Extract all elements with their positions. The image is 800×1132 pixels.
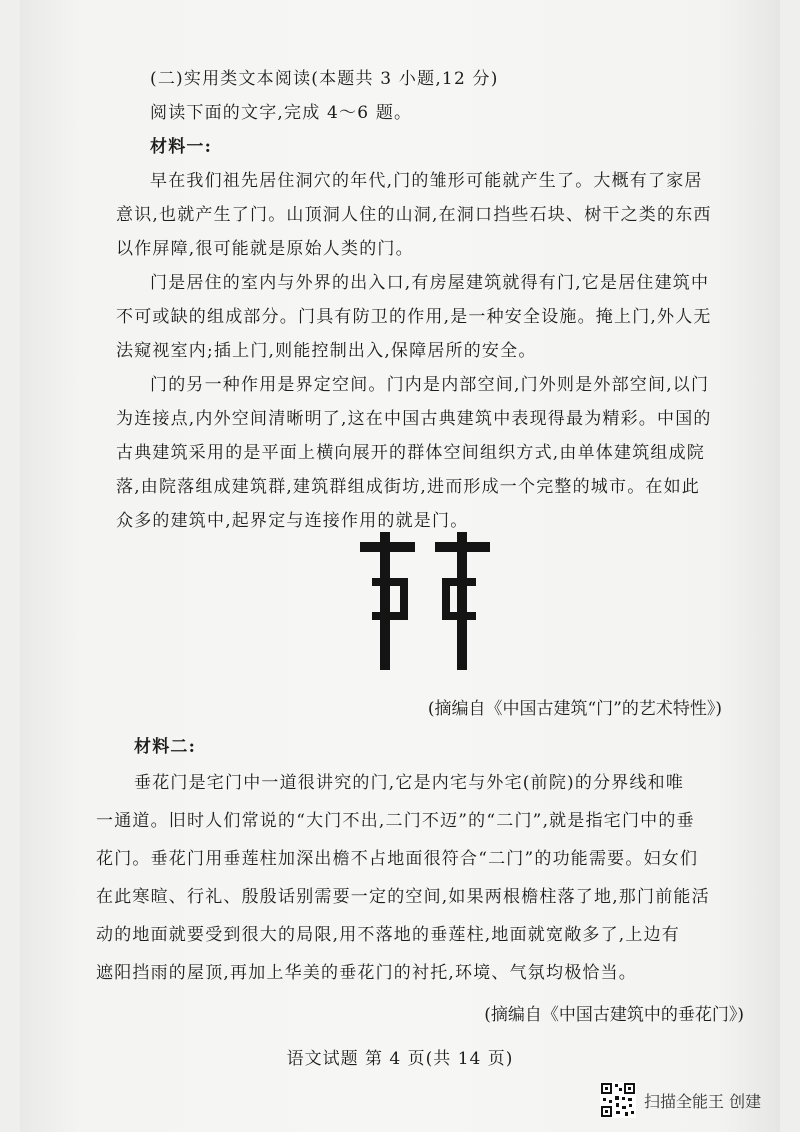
material2-heading: 材料二:: [134, 737, 197, 757]
page-footer: 语文试题 第 4 页(共 14 页): [286, 1049, 514, 1069]
material2-line: 动的地面就要受到很大的局限,用不落地的垂莲柱,地面就宽敞多了,上边有: [96, 925, 681, 945]
material1-line: 以作屏障,很可能就是原始人类的门。: [116, 239, 414, 259]
material2-line: 遮阳挡雨的屋顶,再加上华美的垂花门的衬托,环境、气氛均极恰当。: [96, 963, 638, 983]
material1-line: 众多的建筑中,起界定与连接作用的就是门。: [116, 511, 469, 531]
material2-line: 花门。垂花门用垂莲柱加深出檐不占地面很符合“二门”的功能需要。妇女们: [96, 849, 699, 869]
material1-line: 门的另一种作用是界定空间。门内是内部空间,门外则是外部空间,以门: [150, 375, 710, 395]
section-instruction: 阅读下面的文字,完成 4～6 题。: [150, 103, 413, 123]
ancient-door-glyph-icon: [360, 532, 490, 672]
material1-line: 意识,也就产生了门。山顶洞人住的山洞,在洞口挡些石块、树干之类的东西: [116, 205, 712, 225]
material1-heading: 材料一:: [150, 137, 213, 157]
material2-line: 一通道。旧时人们常说的“大门不出,二门不迈”的“二门”,就是指宅门中的垂: [96, 811, 695, 831]
material2-line: 垂花门是宅门中一道很讲究的门,它是内宅与外宅(前院)的分界线和唯: [134, 773, 685, 793]
watermark-text: 扫描全能王 创建: [644, 1091, 762, 1111]
material2-line: 在此寒暄、行礼、殷殷话别需要一定的空间,如果两根檐柱落了地,那门前能活: [96, 887, 710, 907]
scanner-watermark: [600, 1082, 761, 1118]
material1-line: 落,由院落组成建筑群,建筑群组成街坊,进而形成一个完整的城市。在如此: [116, 477, 701, 497]
material1-line: 法窥视室内;插上门,则能控制出入,保障居所的安全。: [116, 341, 537, 361]
ancient-door-glyph-figure: [360, 532, 490, 672]
section-title: (二)实用类文本阅读(本题共 3 小题,12 分): [150, 69, 499, 89]
material2-source: (摘编自《中国古建筑中的垂花门》): [484, 1005, 744, 1025]
material1-line: 古典建筑采用的是平面上横向展开的群体空间组织方式,由单体建筑组成院: [116, 443, 706, 463]
material1-line: 门是居住的室内与外界的出入口,有房屋建筑就得有门,它是居住建筑中: [150, 273, 710, 293]
material1-line: 早在我们祖先居住洞穴的年代,门的雏形可能就产生了。大概有了家居: [150, 171, 703, 191]
qr-code-icon: [600, 1082, 636, 1118]
material1-source: (摘编自《中国古建筑“门”的艺术特性》): [427, 699, 722, 719]
material1-line: 为连接点,内外空间清晰明了,这在中国古典建筑中表现得最为精彩。中国的: [116, 409, 712, 429]
material1-line: 不可或缺的组成部分。门具有防卫的作用,是一种安全设施。掩上门,外人无: [116, 307, 712, 327]
